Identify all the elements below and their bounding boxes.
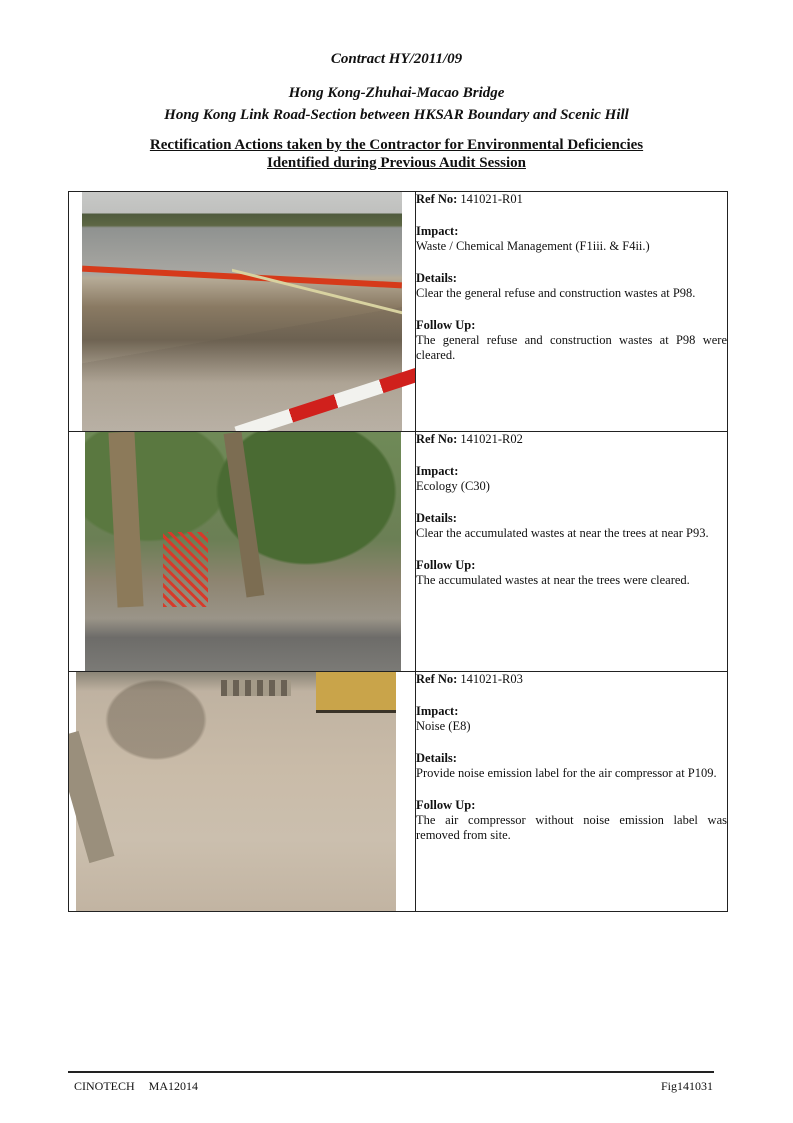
impact-label: Impact:	[416, 704, 459, 718]
table-row	[69, 192, 728, 432]
report-title-line2: Identified during Previous Audit Session	[267, 155, 526, 171]
site-photo	[82, 192, 402, 431]
record-details	[416, 192, 728, 432]
document-code: MA12014	[148, 1079, 199, 1093]
record-details	[416, 672, 728, 912]
follow-up-label: Follow Up:	[416, 798, 476, 812]
ref-no-label: Ref No:	[416, 192, 458, 206]
follow-up-value: The accumulated wastes at near the trees were cleared.	[416, 573, 690, 587]
table-row	[69, 672, 728, 912]
impact-value: Ecology (C30)	[416, 479, 490, 493]
follow-up-value: The air compressor without noise emission label was removed from site.	[416, 813, 727, 842]
site-photo	[85, 432, 401, 671]
rectification-table	[68, 191, 728, 912]
details-value: Clear the general refuse and construction wastes at P98.	[416, 286, 696, 300]
details-label: Details:	[416, 271, 457, 285]
site-photo	[76, 672, 396, 911]
figure-number: Fig141031	[660, 1079, 713, 1093]
footer-left	[74, 1079, 198, 1094]
project-name: Hong Kong-Zhuhai-Macao Bridge	[288, 85, 505, 101]
record-details	[416, 432, 728, 672]
photo-cell	[69, 672, 416, 912]
details-label: Details:	[416, 751, 457, 765]
details-value: Provide noise emission label for the air compressor at P109.	[416, 766, 717, 780]
footer-divider	[68, 1071, 714, 1073]
table-row	[69, 432, 728, 672]
ref-no-label: Ref No:	[416, 432, 458, 446]
ref-no-value: 141021-R01	[460, 192, 523, 206]
report-title-line1: Rectification Actions taken by the Contractor for Environmental Deficiencies	[149, 137, 644, 153]
follow-up-label: Follow Up:	[416, 558, 476, 572]
impact-label: Impact:	[416, 224, 459, 238]
impact-value: Noise (E8)	[416, 719, 471, 733]
photo-cell	[69, 192, 416, 432]
follow-up-value: The general refuse and construction wastes at P98 were cleared.	[416, 333, 727, 362]
company-name: CINOTECH	[74, 1079, 135, 1093]
section-name: Hong Kong Link Road-Section between HKSAR Boundary and Scenic Hill	[164, 107, 629, 123]
contract-number: Contract HY/2011/09	[330, 51, 463, 67]
impact-value: Waste / Chemical Management (F1iii. & F4ii.)	[416, 239, 650, 253]
details-label: Details:	[416, 511, 457, 525]
ref-no-value: 141021-R03	[460, 672, 523, 686]
impact-label: Impact:	[416, 464, 459, 478]
details-value: Clear the accumulated wastes at near the trees at near P93.	[416, 526, 709, 540]
follow-up-label: Follow Up:	[416, 318, 476, 332]
ref-no-label: Ref No:	[416, 672, 458, 686]
ref-no-value: 141021-R02	[460, 432, 523, 446]
photo-cell	[69, 432, 416, 672]
